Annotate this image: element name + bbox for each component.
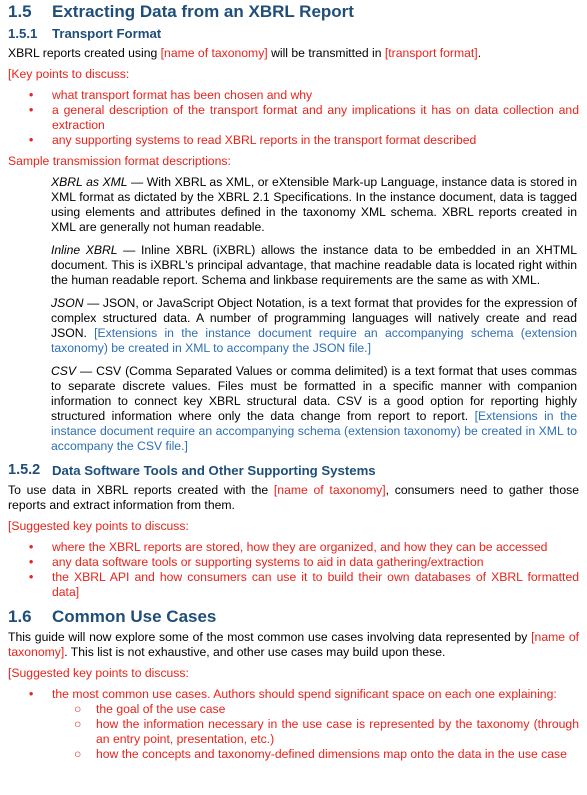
format-term: JSON [51,296,84,310]
taxonomy-placeholder: [name of taxonomy] [160,46,268,60]
bullet-icon: • [29,540,34,554]
transport-format-placeholder: [transport format] [384,46,478,60]
format-description: XBRL as XML — With XBRL as XML, or eXtensible Mark-up Language, instance data is stored in XML format as dictated by the XBRL 2.1 Specifications. In the instance document, data is tagged using elements and attributes defined in the taxonomy XML schema. XBRL reports created in XML are generally not human readable. [51,175,577,234]
format-term: CSV [51,364,77,378]
section-1-5-heading [8,1,579,23]
list-item: • the XBRL API and how consumers can use it to build their own databases of XBRL formatted data] [29,570,579,599]
sub-list [52,702,579,762]
key-points-label: [Suggested key points to discuss: [8,666,189,680]
section-1-5-2-heading [8,462,579,479]
key-points-label: [Key points to discuss: [8,67,130,81]
use-cases-key-points-list [8,687,579,762]
format-description: Inline XBRL — Inline XBRL (iXBRL) allows the instance data to be embedded in an XHTML document. This is iXBRL's principal advantage, that machine readable data is located right within the human readable report. Schema and linkbase requirements are the same as with XML. [51,243,577,287]
extension-note: [Extensions in the instance document require an accompanying schema (extension taxonomy) be created in XML to accompany the CSV file.] [51,409,578,453]
format-description: JSON — JSON, or JavaScript Object Notation, is a text format that provides for the expression of complex structured data. A number of programming languages will natively create and read JSON. [Extensions in the instance document require an accompanying schema (extension taxonomy) be created in XML to accompany the JSON file.] [51,296,577,355]
sub-list-item: ○ how the information necessary in the use case is represented by the taxonomy (through an entry point, presentation, etc.) [74,717,579,746]
bullet-icon: • [29,687,34,701]
section-1-5-1-heading [8,25,579,42]
sub-list-item: ○ how the concepts and taxonomy-defined dimensions map onto the data in the use case [74,747,567,761]
circle-bullet-icon: ○ [74,747,82,761]
tools-key-points-list [8,540,579,600]
section-number: 1.5.2 [8,462,41,478]
circle-bullet-icon: ○ [74,717,82,731]
section-number: 1.6 [8,607,32,626]
tools-intro: To use data in XBRL reports created with the [name of taxonomy], consumers need to gather those reports and extract information from them. [8,483,579,512]
list-item: • the most common use cases. Authors should spend significant space on each one explaining: ○ the goal of the use case ○ how the information necessary in the use case is represented by the taxonomy (through an entry point, presentation, etc.) ○ how the concepts and taxonomy-defined dimensions map onto the data in the use case [29,687,579,761]
bullet-icon: • [29,133,34,147]
section-title: Extracting Data from an XBRL Report [52,2,354,21]
key-points-label: [Suggested key points to discuss: [8,519,189,533]
format-term: Inline XBRL [51,243,118,257]
circle-bullet-icon: ○ [74,702,82,716]
list-item: • any data software tools or supporting systems to aid in data gathering/extraction [29,555,484,569]
list-item: • a general description of the transport format and any implications it has on data collection and extraction [29,103,579,132]
bullet-icon: • [29,555,34,569]
section-1-6-heading [8,606,579,628]
list-item: • what transport format has been chosen and why [29,88,313,102]
taxonomy-placeholder: [name of taxonomy] [8,630,579,659]
section-number: 1.5 [8,2,32,21]
section-number: 1.5.1 [8,26,38,41]
transport-key-points-list [8,88,579,148]
list-item: • any supporting systems to read XBRL reports in the transport format described [29,133,477,147]
transport-intro: XBRL reports created using [name of taxonomy] will be transmitted in [transport format]. [8,46,482,60]
bullet-icon: • [29,103,34,117]
format-description: CSV — CSV (Comma Separated Values or comma delimited) is a text format that uses commas to separate discrete values. Files must be formatted in a specific manner with companion information to connect key XBRL structural data. CSV is a good option for reporting highly structured information where only the data change from report to report. [Extensions in the instance document require an accompanying schema (extension taxonomy) be created in XML to accompany the CSV file.] [51,364,578,453]
bullet-icon: • [29,88,34,102]
format-term: XBRL as XML [51,175,128,189]
use-cases-intro: This guide will now explore some of the most common use cases involving data represented by [name of taxonomy]. This list is not exhaustive, and other use cases may build upon these. [8,630,579,659]
sample-descriptions-label: Sample transmission format descriptions: [8,154,231,168]
section-title: Common Use Cases [52,607,217,626]
sub-list-item: ○ the goal of the use case [74,702,226,716]
format-descriptions [8,175,579,454]
extension-note: [Extensions in the instance document require an accompanying schema (extension taxonomy) be created in XML to accompany the JSON file.] [51,326,577,355]
list-item: • where the XBRL reports are stored, how they are organized, and how they can be accessed [29,540,548,554]
section-title: Data Software Tools and Other Supporting Systems [52,463,376,478]
taxonomy-placeholder: [name of taxonomy] [273,483,386,497]
bullet-icon: • [29,570,34,584]
section-title: Transport Format [52,26,162,41]
